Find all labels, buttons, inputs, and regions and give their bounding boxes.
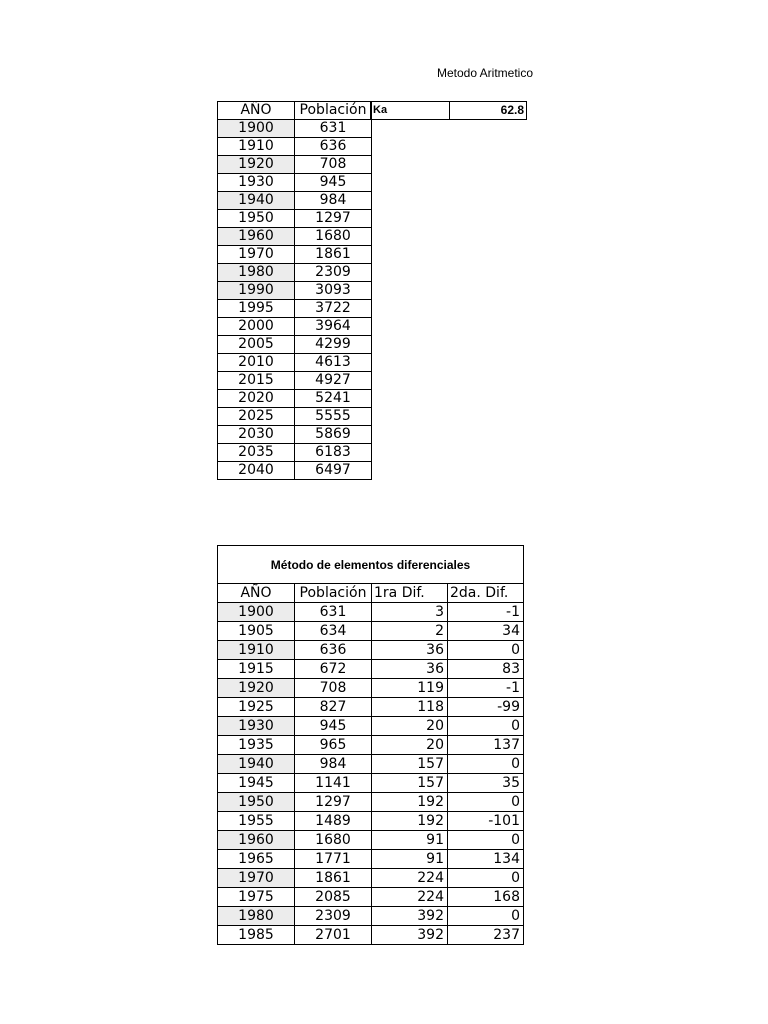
year-cell: 1965: [218, 850, 295, 869]
second-difference-cell: 137: [448, 736, 524, 755]
table-row: [218, 408, 372, 426]
table-row: [218, 736, 524, 755]
table-row: [218, 698, 524, 717]
year-cell: 1920: [218, 156, 295, 174]
column-header-ano: AÑO: [218, 102, 295, 120]
first-difference-cell: 20: [372, 736, 448, 755]
second-difference-cell: 0: [448, 907, 524, 926]
first-difference-cell: 224: [372, 888, 448, 907]
first-difference-cell: 192: [372, 793, 448, 812]
table-row: [218, 192, 372, 210]
table-row: [218, 717, 524, 736]
ka-box: [370, 101, 527, 120]
first-difference-cell: 36: [372, 660, 448, 679]
second-difference-cell: 134: [448, 850, 524, 869]
year-cell: 2035: [218, 444, 295, 462]
table-row: [218, 228, 372, 246]
year-cell: 1950: [218, 210, 295, 228]
population-cell: 5869: [295, 426, 372, 444]
table-row: [218, 926, 524, 945]
population-cell: 827: [295, 698, 372, 717]
table-row: [218, 120, 372, 138]
first-difference-cell: 3: [372, 603, 448, 622]
second-difference-cell: 35: [448, 774, 524, 793]
year-cell: 1940: [218, 755, 295, 774]
year-cell: 1985: [218, 926, 295, 945]
year-cell: 1960: [218, 228, 295, 246]
year-cell: 1970: [218, 869, 295, 888]
first-difference-cell: 91: [372, 850, 448, 869]
population-cell: 5241: [295, 390, 372, 408]
table-row: [218, 246, 372, 264]
population-cell: 965: [295, 736, 372, 755]
column-header-2da-dif: 2da. Dif.: [448, 584, 524, 603]
population-cell: 1297: [295, 210, 372, 228]
table-row: [218, 831, 524, 850]
population-cell: 1771: [295, 850, 372, 869]
first-difference-cell: 392: [372, 926, 448, 945]
column-header-poblacion: Población: [295, 584, 372, 603]
table-row: [218, 300, 372, 318]
table-row: [218, 603, 524, 622]
ka-value: 62.8: [450, 102, 527, 120]
first-difference-cell: 118: [372, 698, 448, 717]
second-difference-cell: 34: [448, 622, 524, 641]
year-cell: 1920: [218, 679, 295, 698]
table-row: [218, 336, 372, 354]
year-cell: 1915: [218, 660, 295, 679]
second-difference-cell: 0: [448, 717, 524, 736]
table-row: [218, 793, 524, 812]
population-cell: 1297: [295, 793, 372, 812]
second-difference-cell: 0: [448, 755, 524, 774]
population-cell: 5555: [295, 408, 372, 426]
population-cell: 2701: [295, 926, 372, 945]
year-cell: 2020: [218, 390, 295, 408]
population-cell: 634: [295, 622, 372, 641]
table-row: [218, 390, 372, 408]
year-cell: 1995: [218, 300, 295, 318]
elementos-diferenciales-table: [217, 545, 524, 945]
first-difference-cell: 20: [372, 717, 448, 736]
year-cell: 1935: [218, 736, 295, 755]
table-row: [218, 138, 372, 156]
first-difference-cell: 91: [372, 831, 448, 850]
column-header-1ra-dif: 1ra Dif.: [372, 584, 448, 603]
population-cell: 708: [295, 679, 372, 698]
population-cell: 2309: [295, 907, 372, 926]
second-difference-cell: 168: [448, 888, 524, 907]
table-row: [218, 426, 372, 444]
table-row: [218, 869, 524, 888]
column-header-poblacion: Población: [295, 102, 372, 120]
table-row: [218, 264, 372, 282]
population-cell: 3964: [295, 318, 372, 336]
population-cell: 1861: [295, 246, 372, 264]
second-difference-cell: 237: [448, 926, 524, 945]
first-difference-cell: 392: [372, 907, 448, 926]
second-difference-cell: 83: [448, 660, 524, 679]
population-cell: 984: [295, 192, 372, 210]
table-row: [218, 462, 372, 480]
population-cell: 2309: [295, 264, 372, 282]
year-cell: 1905: [218, 622, 295, 641]
population-cell: 3722: [295, 300, 372, 318]
second-difference-cell: -1: [448, 679, 524, 698]
year-cell: 2040: [218, 462, 295, 480]
metodo-aritmetico-title: Metodo Aritmetico: [436, 66, 534, 80]
second-difference-cell: -1: [448, 603, 524, 622]
population-cell: 636: [295, 138, 372, 156]
year-cell: 2005: [218, 336, 295, 354]
table-header-row: [218, 102, 372, 120]
year-cell: 2025: [218, 408, 295, 426]
year-cell: 1970: [218, 246, 295, 264]
population-cell: 4927: [295, 372, 372, 390]
year-cell: 1930: [218, 717, 295, 736]
year-cell: 1980: [218, 264, 295, 282]
population-cell: 984: [295, 755, 372, 774]
second-difference-cell: 0: [448, 831, 524, 850]
population-cell: 636: [295, 641, 372, 660]
ka-label: Ka: [371, 102, 450, 120]
first-difference-cell: 2: [372, 622, 448, 641]
table-row: [218, 174, 372, 192]
second-difference-cell: 0: [448, 869, 524, 888]
population-cell: 3093: [295, 282, 372, 300]
table-row: [218, 641, 524, 660]
year-cell: 1910: [218, 641, 295, 660]
table-row: [218, 679, 524, 698]
population-cell: 1861: [295, 869, 372, 888]
year-cell: 2030: [218, 426, 295, 444]
population-cell: 945: [295, 174, 372, 192]
table-row: [218, 210, 372, 228]
year-cell: 1900: [218, 120, 295, 138]
table-title-row: [218, 546, 524, 584]
table-row: [218, 888, 524, 907]
elementos-diferenciales-title: Método de elementos diferenciales: [218, 546, 524, 584]
population-cell: 4299: [295, 336, 372, 354]
table-row: [218, 850, 524, 869]
first-difference-cell: 192: [372, 812, 448, 831]
second-difference-cell: -101: [448, 812, 524, 831]
second-difference-cell: -99: [448, 698, 524, 717]
year-cell: 2000: [218, 318, 295, 336]
year-cell: 2010: [218, 354, 295, 372]
population-cell: 1680: [295, 831, 372, 850]
table-row: [218, 282, 372, 300]
year-cell: 2015: [218, 372, 295, 390]
population-cell: 6497: [295, 462, 372, 480]
table-row: [218, 812, 524, 831]
year-cell: 1945: [218, 774, 295, 793]
table-row: [218, 354, 372, 372]
column-header-ano: AÑO: [218, 584, 295, 603]
table-row: [218, 444, 372, 462]
year-cell: 1975: [218, 888, 295, 907]
population-cell: 672: [295, 660, 372, 679]
population-cell: 1489: [295, 812, 372, 831]
table-row: [218, 755, 524, 774]
second-difference-cell: 0: [448, 641, 524, 660]
year-cell: 1930: [218, 174, 295, 192]
population-cell: 945: [295, 717, 372, 736]
year-cell: 1940: [218, 192, 295, 210]
first-difference-cell: 36: [372, 641, 448, 660]
year-cell: 1990: [218, 282, 295, 300]
metodo-aritmetico-table: [217, 101, 372, 480]
population-cell: 631: [295, 603, 372, 622]
table-row: [218, 156, 372, 174]
first-difference-cell: 157: [372, 774, 448, 793]
population-cell: 6183: [295, 444, 372, 462]
population-cell: 708: [295, 156, 372, 174]
table-row: [218, 372, 372, 390]
year-cell: 1910: [218, 138, 295, 156]
year-cell: 1900: [218, 603, 295, 622]
population-cell: 2085: [295, 888, 372, 907]
first-difference-cell: 157: [372, 755, 448, 774]
second-difference-cell: 0: [448, 793, 524, 812]
population-cell: 4613: [295, 354, 372, 372]
table-row: [218, 622, 524, 641]
year-cell: 1955: [218, 812, 295, 831]
table-row: [218, 660, 524, 679]
table-row: [218, 318, 372, 336]
first-difference-cell: 224: [372, 869, 448, 888]
table-header-row: [218, 584, 524, 603]
population-cell: 1141: [295, 774, 372, 793]
first-difference-cell: 119: [372, 679, 448, 698]
year-cell: 1960: [218, 831, 295, 850]
year-cell: 1950: [218, 793, 295, 812]
population-cell: 631: [295, 120, 372, 138]
population-cell: 1680: [295, 228, 372, 246]
table-row: [218, 774, 524, 793]
year-cell: 1980: [218, 907, 295, 926]
table-row: [218, 907, 524, 926]
year-cell: 1925: [218, 698, 295, 717]
